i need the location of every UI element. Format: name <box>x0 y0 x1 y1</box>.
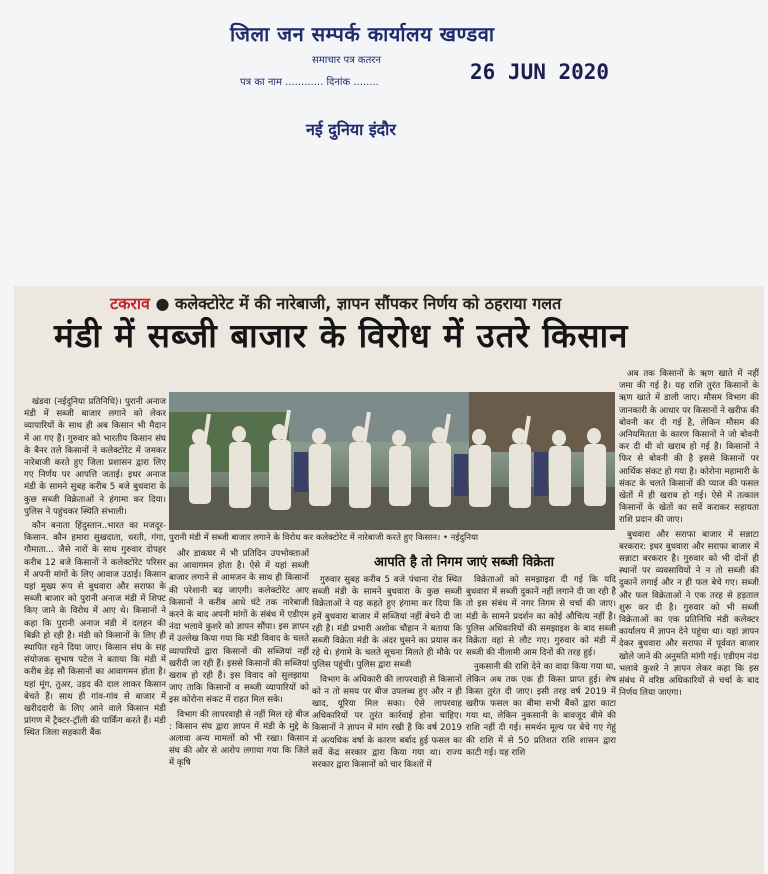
kicker-line <box>110 292 561 314</box>
subheadline: आपति है तो निगम जाएं सब्जी विक्रेता <box>374 555 554 570</box>
paragraph: बुधवारा और सराफा बाजार में सन्नाटा बरकरार: इधर बुधवारा और सराफा बाजार में सन्नाटा बरकरार है। गुरुवार को भी दोनों ही स्थानों पर व्यवसायियों ने न तो सब्जी की दुकानें लगाई और न ही फल बेचे गए। सब्जी और फल विक्रेताओं ने एक तरह से हड़ताल शुरू कर दी है। गुरुवार को भी सब्जी विक्रेताओं का एक प्रतिनिधि मंडी कलेक्टर कार्यालय में ज्ञापन देने पहुंचा था। यहां ज्ञापन देकर बुधवारा और सराफा में पूर्ववत बाजार खोले जाने की अनुमति मांगी गई। एडीएम नंदा भलावे कुशरे ने ज्ञापन लेकर कहा कि इस संबंध में वरिष्ठ अधिकारियों से चर्चा के बाद निर्णय लिया जाएगा। <box>619 529 759 699</box>
paragraph: अब तक किसानों के ऋण खाते में नहीं जमा की गई है। यह राशि तुरंत किसानों के ऋण खाते में डाली जाए। मौसम विभाग की जानकारी के आधार पर किसानों ने खरीफ की बोवनी कर दी गई है, लेकिन मौसम की अनियमितता के कारण किसानों ने जो बोवनी कर दी थी वो खराब हो गई है। किसानों ने फिर से बोवनी की है इससे किसानों पर आर्थिक संकट हो गया है। कोरोना महामारी के संकट के चलते किसानों की प्याज की फसल खेतों में ही खराब हो गई। ऐसे में तत्काल किसानों के खेतों का सर्वे कराकर सहायता राशि प्रदान की जाए। <box>619 369 759 526</box>
newspaper-clipping <box>14 286 764 874</box>
paragraph: विक्रेताओं को समझाइश दी गई कि यदि बुधवारा में सब्जी दुकानें नहीं लगाने दी जा रही है तो इस संबंध में नगर निगम से चर्चा की जाए। मंडी के सामने प्रदर्शन का कोई औचित्य नहीं है। पुलिस अधिकारियों की समझाइश के बाद सब्जी विक्रेता वहां से लौट गए। गुरुवार को मंडी में सब्जी की नीलामी आम दिनों की तरह हुई। <box>466 575 616 659</box>
photo-caption: पुरानी मंडी में सब्जी बाजार लगाने के विरोध कर कलेक्टोरेट में नारेबाजी करते हुए किसान। • नईदुनिया <box>169 533 479 543</box>
article-column-2 <box>169 548 309 874</box>
topline-text: कलेक्टोरेट में की नारेबाजी, ज्ञापन सौंपकर निर्णय को ठहराया गलत <box>175 294 562 313</box>
protest-crowd-image <box>169 392 615 530</box>
paragraph: कौन बनाता हिंदुस्तान..भारत का मजदूर-किसान. कौन हमारा सुखदाता, धरती, गंगा, गौमाता... जैसे नारों के साथ गुरुवार दोपहर करीब 12 बजे किसानों ने कलेक्टोरेट परिसर में अपनी मांगों के लिए आवाज उठाई। किसान यहां मुख्य रूप से बुधवारा और सराफा के सब्जी बाजार को पुरानी अनाज मंडी में शिफ्ट किए जाने के विरोध में आए थे। किसानों ने कहा कि पुरानी अनाज मंडी में दलहन की बिक्री हो रही है। मंडी को किसानों के लिए ही स्थापित रहने दिया जाए। किसान संघ के सह संयोजक सुभाष पटेल ने बताया कि मंडी में करीब डेढ़ सौ किसानों का आवागमन होता है। यहां मूंग, तुअर, उड़द की दाल लाकर किसान बेचते हैं। साथ ही गांव-गांव से बाजार में खरीददारी के लिए आने वाले किसान मंडी प्रांगण में ट्रैक्टर-ट्रॉली की पार्किंग करते हैं। मंडी स्थित जिला सहकारी बैंक <box>24 521 166 739</box>
article-photo <box>169 392 615 530</box>
paragraph: खंडवा (नईदुनिया प्रतिनिधि)। पुरानी अनाज मंडी में सब्जी बाजार लगाने को लेकर व्यापारियों के साथ ही अब किसान भी मैदान में आ गए हैं। गुरुवार को भारतीय किसान संघ के बैनर तले किसानों ने कलेक्टोरेट में जमकर नारेबाजी करते हुए जिला प्रशासन द्वारा लिए गए निर्णय पर आपत्ति जताई। इधर अनाज मंडी के सामने सुबह करीब 5 बजे बुधवारा के कुछ सब्जी विक्रेताओं ने हंगामा कर दिया। पुलिस ने पहुंचकर स्थिति संभाली। <box>24 397 166 517</box>
stamp-date: 26 JUN 2020 <box>470 60 610 84</box>
paragraph: गुरुवार सुबह करीब 5 बजे पंधाना रोड स्थित सब्जी मंडी के सामने बुधवारा के कुछ सब्जी विक्रेताओं ने यह कहते हुए हंगामा कर दिया कि हमें बुधवारा बाजार में सब्जियां नहीं बेचने दी जा रही है। मंडी प्रभारी अशोक चौहान ने बताया कि सब्जी विक्रेता मंडी के अंदर घुसने का प्रयास कर रहे थे। हंगामे के चलते सूचना मिलते ही मौके पर पुलिस पहुंची। पुलिस द्वारा सब्जी <box>312 575 462 671</box>
headline: मंडी में सब्जी बाजार के विरोध में उतरे किसान <box>54 316 629 355</box>
office-stamp-title: जिला जन सम्पर्क कार्यालय खण्डवा <box>230 22 495 46</box>
article-column-3 <box>312 574 462 874</box>
kicker-label: टकराव <box>110 294 150 313</box>
kicker-bullet: ● <box>149 294 176 313</box>
article-column-5 <box>619 368 759 868</box>
paragraph: और डाकघर में भी प्रतिदिन उपभोक्ताओं का आवागमन होता है। ऐसे में यहां सब्जी बाजार लगाने से आमजन के साथ ही किसानों की परेशानी बढ़ जाएगी। कलेक्टोरेट आए किसानों ने करीब आधे घंटे तक नारेबाजी करने के बाद अपनी मांगों के संबंध में एडीएम नंदा भलावे कुशरे को ज्ञापन सौंपा। इस ज्ञापन में उल्लेख किया गया कि मंडी विवाद के चलते व्यापारियों द्वारा किसानों की सब्जियां नहीं खरीदी जा रही हैं। इससे किसानों की सब्जियां खराब हो रही हैं। इस विवाद को सुलझाया जाए ताकि किसानों व सब्जी व्यापारियों को इस कोरोना संकट में राहत मिल सके। <box>169 549 309 706</box>
stamp-page-label: पत्र का नाम ............ दिनांक ........ <box>240 77 379 88</box>
paragraph: नुकसानी की राशि देने का वादा किया गया था, लेकिन अब तक एक ही किस्त प्राप्त हुई। शेष किस्त तुरंत दी जाए। इसी तरह वर्ष 2019 में खरीफ फसल का बीमा सभी बैंकों द्वारा काटा गया था, लेकिन नुकसानी के बावजूद बीमे की राशि नहीं दी गई। समर्थन मूल्य पर बेचे गए गेहूं की राशि में से 50 प्रतिशत राशि शासन द्वारा काटी गई। यह राशि <box>466 662 616 758</box>
paragraph: विभाग की लापरवाही से नहीं मिल रहे बीज : किसान संघ द्वारा ज्ञापन में मंडी के मुद्दे के अलावा अन्य मामलों को भी रखा। किसान संघ की ओर से आरोप लगाया गया कि जिले में कृषि <box>169 709 309 769</box>
paragraph: विभाग के अधिकारी की लापरवाही से किसानों को न तो समय पर बीज उपलब्ध हुए और न ही खाद, यूरिया मिल सका। ऐसे लापरवाह अधिकारियों पर तुरंत कार्रवाई होना चाहिए। किसानों ने ज्ञापन में मांग रखी है कि वर्ष 2019 में अत्यधिक वर्षा के कारण बर्बाद हुई फसल का सर्वे केंद्र सरकार द्वारा किया गया था। राज्य सरकार द्वारा किसानों को चार किश्तों में <box>312 674 462 771</box>
publication-name: नई दुनिया इंदौर <box>306 120 396 139</box>
article-column-1 <box>24 396 166 874</box>
article-column-4 <box>466 574 616 874</box>
stamp-paper-label: समाचार पत्र कतरन <box>312 55 381 66</box>
